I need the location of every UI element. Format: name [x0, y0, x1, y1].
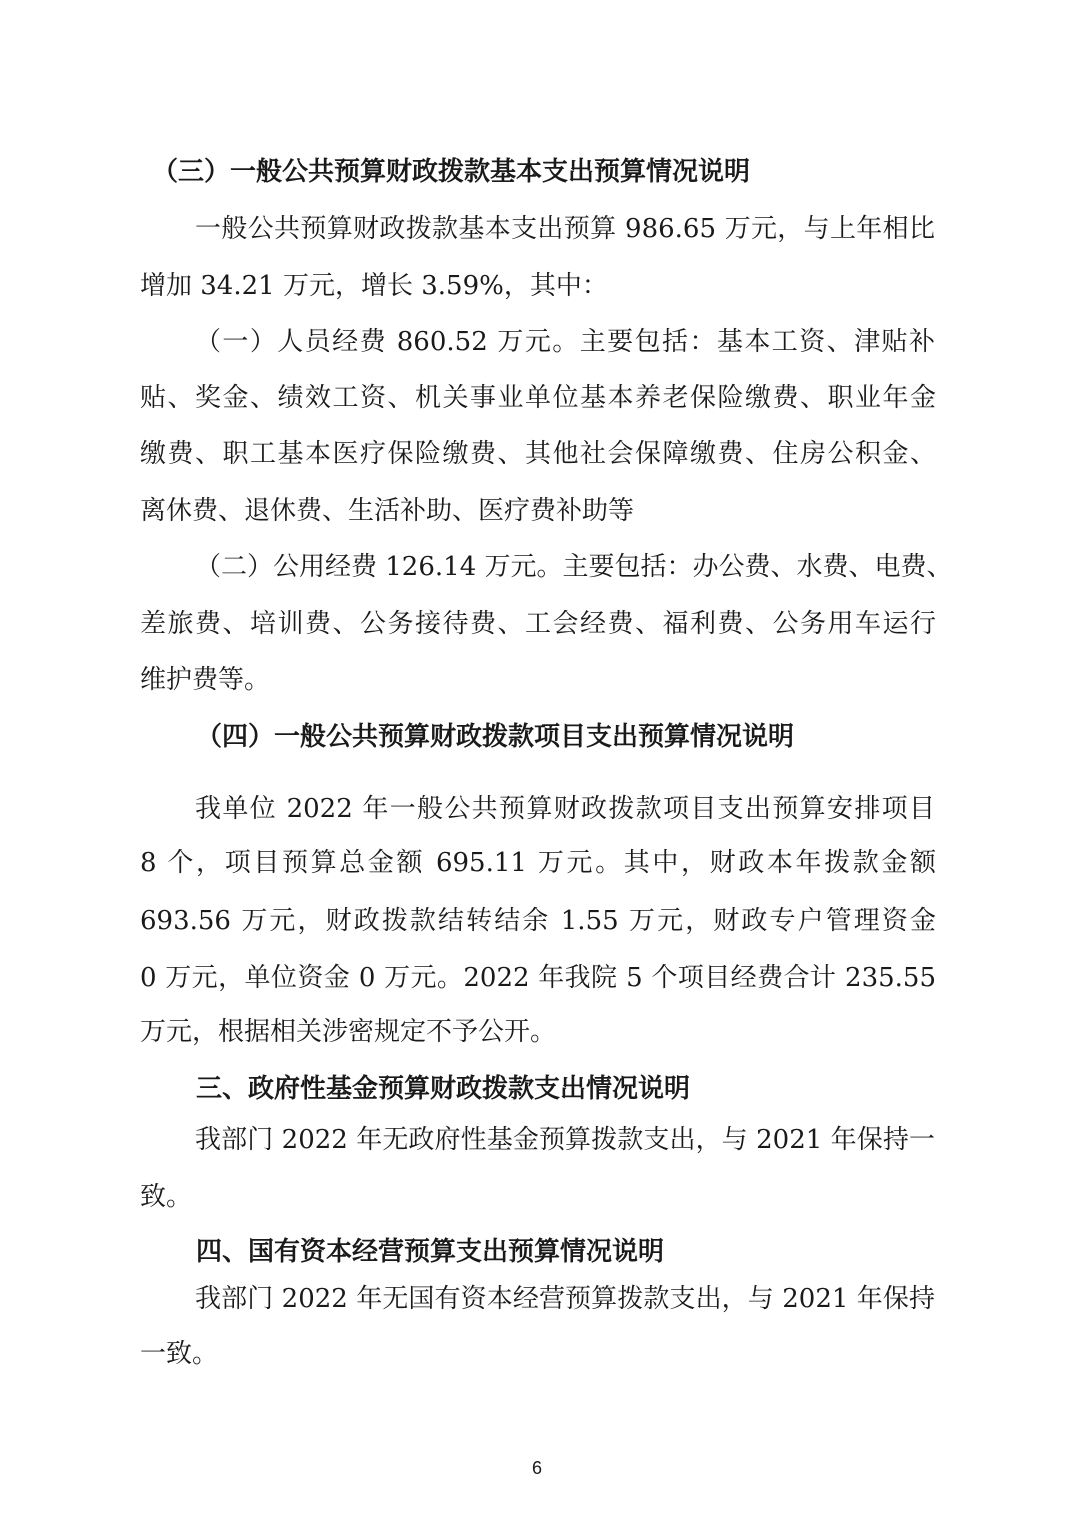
line-4: 贴、奖金、绩效工资、机关事业单位基本养老保险缴费、职业年金 [140, 383, 936, 413]
line-13: 693.56 万元，财政拨款结转结余 1.55 万元，财政专户管理资金 [140, 906, 936, 936]
line-12: 8 个，项目预算总金额 695.11 万元。其中，财政本年拨款金额 [140, 848, 936, 878]
line-16: 三、政府性基金预算财政拨款支出情况说明 [196, 1074, 691, 1104]
line-10: （四）一般公共预算财政拨款项目支出预算情况说明 [196, 722, 795, 752]
line-7: （二）公用经费 126.14 万元。主要包括：办公费、水费、电费、 [195, 552, 953, 582]
line-11: 我单位 2022 年一般公共预算财政拨款项目支出预算安排项目 [195, 794, 935, 824]
line-9: 维护费等。 [140, 665, 271, 695]
line-5: 缴费、职工基本医疗保险缴费、其他社会保障缴费、住房公积金、 [140, 439, 936, 469]
line-1: 一般公共预算财政拨款基本支出预算 986.65 万元，与上年相比 [195, 214, 935, 244]
line-18: 致。 [140, 1182, 193, 1212]
line-8: 差旅费、培训费、公务接待费、工会经费、福利费、公务用车运行 [140, 609, 936, 639]
line-20: 我部门 2022 年无国有资本经营预算拨款支出，与 2021 年保持 [195, 1284, 935, 1314]
line-21: 一致。 [140, 1339, 219, 1369]
line-14: 0 万元，单位资金 0 万元。2022 年我院 5 个项目经费合计 235.55 [140, 963, 936, 993]
line-15: 万元，根据相关涉密规定不予公开。 [140, 1017, 557, 1047]
line-2: 增加 34.21 万元，增长 3.59%，其中： [140, 271, 608, 301]
line-3: （一）人员经费 860.52 万元。主要包括：基本工资、津贴补 [195, 327, 935, 357]
line-6: 离休费、退休费、生活补助、医疗费补助等 [140, 496, 635, 526]
page-number: 6 [531, 1458, 542, 1478]
line-0: （三）一般公共预算财政拨款基本支出预算情况说明 [152, 157, 751, 187]
line-19: 四、国有资本经营预算支出预算情况说明 [196, 1237, 665, 1267]
line-17: 我部门 2022 年无政府性基金预算拨款支出，与 2021 年保持一 [195, 1125, 935, 1155]
